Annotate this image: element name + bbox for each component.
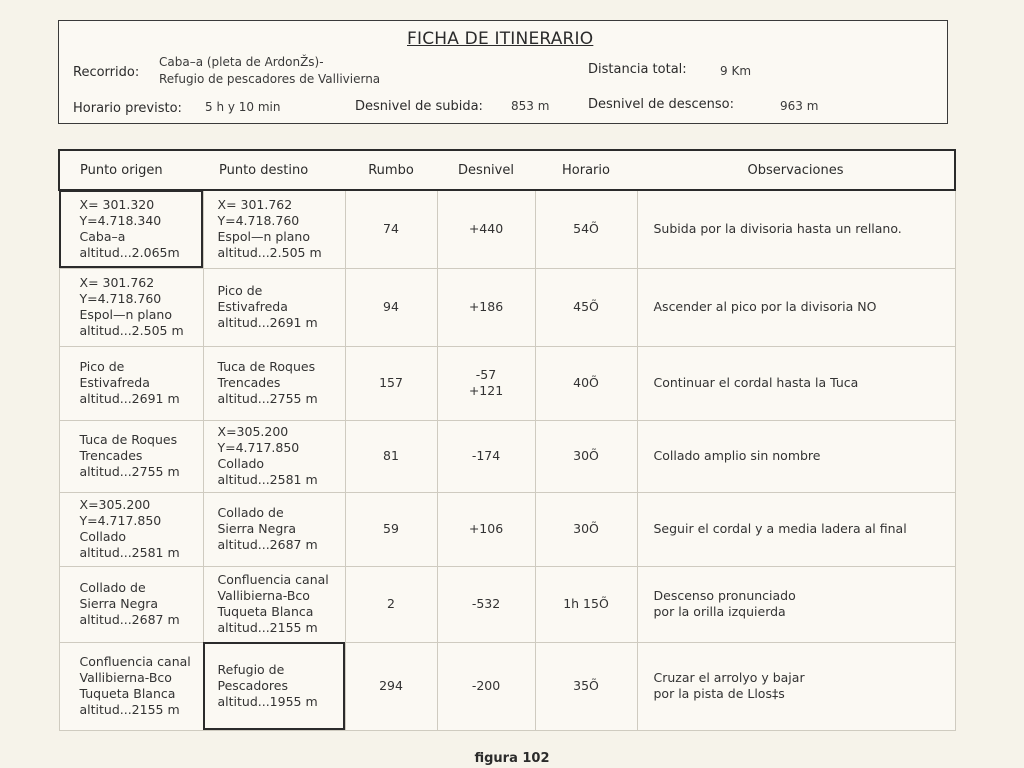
- origen-cell: [59, 268, 203, 346]
- table-row: [59, 346, 955, 420]
- distancia-value: 9 Km: [720, 64, 752, 78]
- observaciones-cell: [637, 566, 955, 642]
- origen-line: X=305.200: [79, 497, 151, 512]
- itinerary-summary-card: [58, 20, 948, 124]
- column-header-horario: Horario: [535, 150, 637, 190]
- horario-cell: 30Õ: [535, 420, 637, 492]
- desnivel-cell: [437, 346, 535, 420]
- origen-line: altitud...2691 m: [79, 391, 180, 406]
- distancia-label: Distancia total:: [588, 62, 687, 77]
- origen-line: Sierra Negra: [79, 596, 159, 611]
- observacion-line: Subida por la divisoria hasta un rellano.: [653, 221, 902, 237]
- observaciones-cell: [637, 190, 955, 268]
- origen-line: altitud...2155 m: [79, 702, 180, 717]
- origen-cell: [59, 190, 203, 268]
- origen-line: Collado: [79, 529, 127, 544]
- table-row: [59, 190, 955, 268]
- desnivel-value: +106: [468, 521, 504, 536]
- origen-line: Y=4.718.340: [79, 213, 162, 229]
- observacion-line: Ascender al pico por la divisoria NO: [653, 299, 877, 314]
- observaciones-cell: [637, 346, 955, 420]
- destino-line: altitud...2.505 m: [217, 245, 322, 261]
- destino-line: altitud...2691 m: [217, 315, 318, 330]
- destino-cell: [203, 190, 345, 268]
- table-row: [59, 268, 955, 346]
- destino-line: Confluencia canal: [217, 572, 329, 587]
- table-row: [59, 566, 955, 642]
- origen-line: Collado de: [79, 580, 146, 595]
- observacion-line: Cruzar el arrolyo y bajar: [653, 670, 805, 685]
- origen-line: altitud...2.065m: [79, 245, 180, 261]
- observacion-line: Collado amplio sin nombre: [653, 448, 821, 463]
- rumbo-cell: 157: [345, 346, 437, 420]
- desnivel-value: -57: [475, 367, 497, 382]
- observacion-line: Continuar el cordal hasta la Tuca: [653, 375, 859, 390]
- origen-line: Tuca de Roques: [79, 432, 178, 447]
- column-header-observaciones: Observaciones: [637, 150, 955, 190]
- desnivel-value: -532: [471, 596, 501, 611]
- origen-cell: [59, 566, 203, 642]
- descenso-value: 963 m: [780, 99, 819, 113]
- origen-line: Trencades: [79, 448, 143, 463]
- destino-line: Espol—n plano: [217, 229, 310, 245]
- destino-line: Pescadores: [217, 678, 288, 693]
- table-header-row: [59, 150, 955, 190]
- origen-line: Vallibierna-Bco: [79, 670, 172, 685]
- observaciones-cell: [637, 492, 955, 566]
- origen-line: Y=4.718.760: [79, 291, 162, 306]
- rumbo-cell: 59: [345, 492, 437, 566]
- column-header-destino: Punto destino: [203, 150, 345, 190]
- horario-cell: 30Õ: [535, 492, 637, 566]
- horario-label: Horario previsto:: [73, 101, 182, 116]
- desnivel-value: +440: [468, 221, 504, 237]
- desnivel-cell: [437, 642, 535, 730]
- subida-label: Desnivel de subida:: [355, 99, 483, 114]
- origen-line: Pico de: [79, 359, 125, 374]
- horario-cell: 40Õ: [535, 346, 637, 420]
- destino-line: Y=4.718.760: [217, 213, 300, 229]
- origen-line: Y=4.717.850: [79, 513, 162, 528]
- destino-line: altitud...2155 m: [217, 620, 318, 635]
- destino-line: X= 301.762: [217, 197, 293, 213]
- origen-line: altitud...2581 m: [79, 545, 180, 560]
- destino-line: Collado: [217, 456, 265, 471]
- column-header-rumbo: Rumbo: [345, 150, 437, 190]
- horario-value: 5 h y 10 min: [205, 100, 281, 114]
- desnivel-value: -174: [471, 448, 501, 463]
- observaciones-cell: [637, 642, 955, 730]
- destino-line: altitud...2687 m: [217, 537, 318, 552]
- origen-line: Tuqueta Blanca: [79, 686, 176, 701]
- origen-line: Estivafreda: [79, 375, 150, 390]
- destino-line: altitud...1955 m: [217, 694, 318, 709]
- origen-line: altitud...2755 m: [79, 464, 180, 479]
- page-title: FICHA DE ITINERARIO: [407, 29, 594, 49]
- origen-cell: [59, 642, 203, 730]
- destino-line: Trencades: [217, 375, 281, 390]
- observaciones-cell: [637, 268, 955, 346]
- column-header-desnivel: Desnivel: [437, 150, 535, 190]
- rumbo-cell: 294: [345, 642, 437, 730]
- destino-line: Tuqueta Blanca: [217, 604, 314, 619]
- destino-line: Vallibierna-Bco: [217, 588, 310, 603]
- origen-line: Confluencia canal: [79, 654, 191, 669]
- observacion-line: Descenso pronunciado: [653, 588, 796, 603]
- destino-cell: [203, 492, 345, 566]
- table-row: [59, 492, 955, 566]
- origen-cell: [59, 420, 203, 492]
- horario-cell: 54Õ: [535, 190, 637, 268]
- desnivel-cell: [437, 190, 535, 268]
- desnivel-value: +186: [468, 299, 504, 314]
- destino-cell: [203, 642, 345, 730]
- desnivel-cell: [437, 566, 535, 642]
- destino-cell: [203, 420, 345, 492]
- destino-line: altitud...2581 m: [217, 472, 318, 487]
- origen-line: X= 301.320: [79, 197, 155, 213]
- origen-cell: [59, 346, 203, 420]
- table-row: [59, 420, 955, 492]
- rumbo-cell: 81: [345, 420, 437, 492]
- itinerary-table-wrapper: [58, 149, 954, 731]
- column-header-origen: Punto origen: [59, 150, 203, 190]
- recorrido-label: Recorrido:: [73, 65, 140, 80]
- destino-line: X=305.200: [217, 424, 289, 439]
- rumbo-cell: 94: [345, 268, 437, 346]
- subida-value: 853 m: [511, 99, 550, 113]
- desnivel-cell: [437, 492, 535, 566]
- rumbo-cell: 74: [345, 190, 437, 268]
- horario-cell: 35Õ: [535, 642, 637, 730]
- desnivel-value: +121: [468, 383, 504, 398]
- origen-line: altitud...2687 m: [79, 612, 180, 627]
- horario-cell: 1h 15Õ: [535, 566, 637, 642]
- origen-line: altitud...2.505 m: [79, 323, 184, 338]
- destino-line: altitud...2755 m: [217, 391, 318, 406]
- figure-caption: figura 102: [474, 751, 550, 766]
- recorrido-line-2: Refugio de pescadores de Vallivierna: [159, 72, 381, 86]
- rumbo-cell: 2: [345, 566, 437, 642]
- horario-cell: 45Õ: [535, 268, 637, 346]
- desnivel-cell: [437, 268, 535, 346]
- origen-line: Caba–a: [79, 229, 126, 245]
- itinerary-table: [58, 149, 956, 731]
- origen-cell: [59, 492, 203, 566]
- destino-line: Estivafreda: [217, 299, 288, 314]
- destino-cell: [203, 346, 345, 420]
- destino-cell: [203, 268, 345, 346]
- descenso-label: Desnivel de descenso:: [588, 97, 734, 112]
- destino-cell: [203, 566, 345, 642]
- destino-line: Refugio de: [217, 662, 285, 677]
- destino-line: Collado de: [217, 505, 284, 520]
- observacion-line: Seguir el cordal y a media ladera al final: [653, 521, 907, 536]
- origen-line: Espol—n plano: [79, 307, 172, 322]
- desnivel-cell: [437, 420, 535, 492]
- observacion-line: por la pista de Llos‡s: [653, 686, 785, 701]
- observacion-line: por la orilla izquierda: [653, 604, 786, 619]
- destino-line: Sierra Negra: [217, 521, 297, 536]
- destino-line: Pico de: [217, 283, 263, 298]
- observaciones-cell: [637, 420, 955, 492]
- destino-line: Tuca de Roques: [217, 359, 316, 374]
- table-row: [59, 642, 955, 730]
- recorrido-line-1: Caba–a (pleta de ArdonŽs)-: [159, 55, 324, 69]
- origen-line: X= 301.762: [79, 275, 155, 290]
- destino-line: Y=4.717.850: [217, 440, 300, 455]
- desnivel-value: -200: [471, 678, 501, 693]
